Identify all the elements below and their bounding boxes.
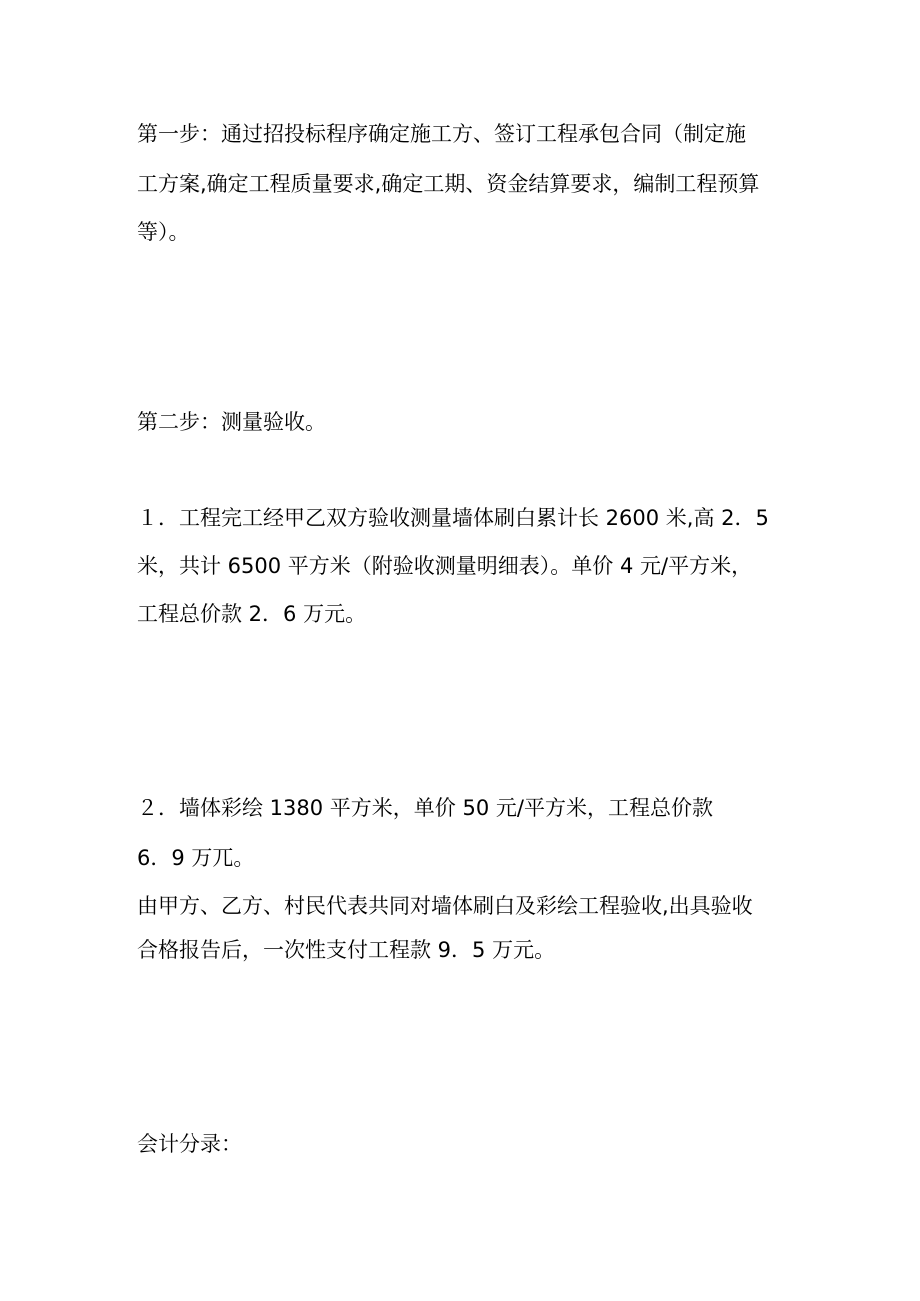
- item1-line-1: １．工程完工经甲乙双方验收测量墙体刷白累计长 2600 米,高 2．5: [137, 506, 769, 530]
- acceptance-line-1: 由甲方、乙方、村民代表共同对墙体刷白及彩绘工程验收,出具验收: [137, 894, 753, 918]
- item1-line-2: 米，共计 6500 平方米（附验收测量明细表）。单价 4 元/平方米，: [137, 554, 753, 578]
- accounting-heading: 会计分录：: [137, 1132, 242, 1156]
- item2-line-2: 6．9 万兀。: [137, 846, 255, 870]
- step1-line-2: 工方案,确定工程质量要求,确定工期、资金结算要求，编制工程预算: [137, 172, 760, 196]
- acceptance-line-2: 合格报告后，一次性支付工程款 9．5 万元。: [137, 938, 556, 962]
- step1-line-3: 等）。: [137, 220, 190, 244]
- step2-heading: 第二步：测量验收。: [137, 410, 326, 434]
- item1-line-3: 工程总价款 2．6 万元。: [137, 602, 367, 626]
- item2-line-1: ２．墙体彩绘 1380 平方米，单价 50 元/平方米，工程总价款: [137, 796, 713, 820]
- step1-line-1: 第一步：通过招投标程序确定施工方、签订工程承包合同（制定施: [137, 122, 746, 146]
